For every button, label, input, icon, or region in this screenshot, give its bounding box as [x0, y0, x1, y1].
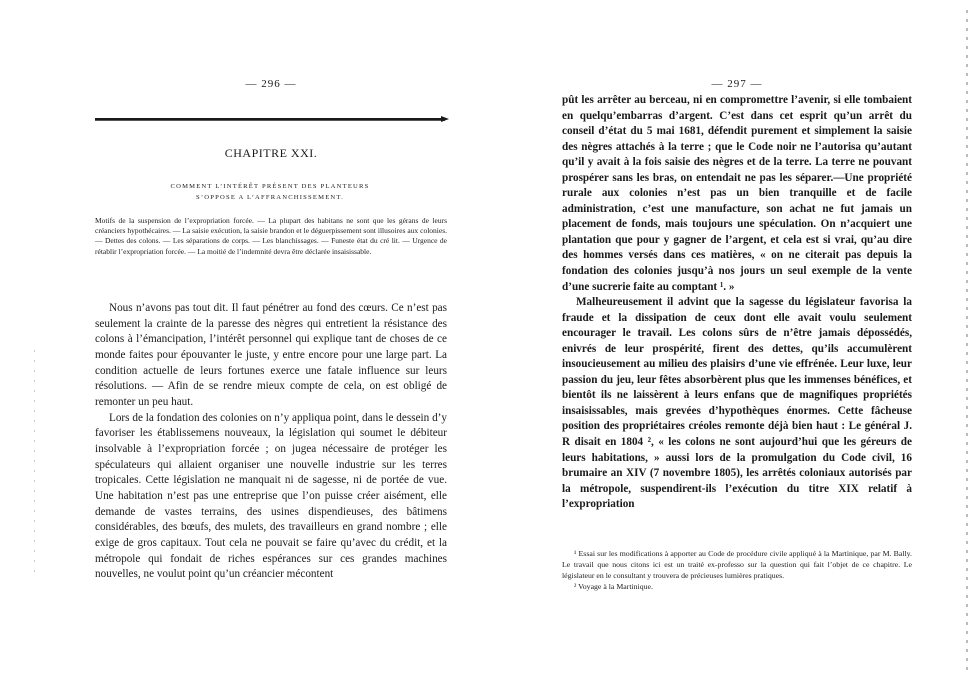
left-page: [95, 0, 447, 684]
page-number: — 296 —: [245, 78, 297, 90]
chapter-summary: [95, 216, 447, 257]
chapter-subtitle-line: S’OPPOSE A L’AFFRANCHISSEMENT.: [196, 194, 344, 201]
footnotes: [562, 548, 912, 592]
footnote: ² Voyage à la Martinique.: [574, 582, 653, 591]
paragraph: Nous n’avons pas tout dit. Il faut pénétrer au fond des cœurs. Ce n’est pas seulement la crainte de la paresse des nègres qui entretient la résistance des colons à l’émancipation, l’intérêt personnel qui explique tant de choses de ce monde faites pour épouvanter le juste, y entre encore pour une large part. La condition actuelle de leurs fortunes exerce une fatale influence sur leurs résolutions. — Afin de se rendre mieux compte de cela, on est obligé de remonter un peu haut.: [95, 302, 447, 408]
chapter-rule: [95, 118, 445, 121]
paragraph: pût les arrêter au berceau, ni en compromettre l’avenir, si elle tombaient en quelqu’embarras d’argent. C’est dans cet esprit qu’un arrêt du conseil d’état du 5 mai 1681, défendit purement et simplement la saisie des nègres attachés à la terre ; que le Code noir ne l’autorisa qu’autant qu’il y avait à la fois saisie des nègres et de la terre. La terre ne pouvant prospérer sans les bras, on entendait ne pas les séparer.—Une propriété rurale aux colonies n’est pas un bien tranquille et de facile administration, c’est une manufacture, son achat ne fut jamais un placement de fonds, mais toujours une spéculation. On n’acquiert une plantation que pour y gagner de l’argent, et cela est si vrai, qu’au dire des hommes versés dans ces matières, « on ne citerait pas depuis la fondation des colonies jusqu’à nos jours un seul exemple de la vente d’une sucrerie faite au comptant ¹. »: [562, 94, 912, 293]
body-text: [95, 301, 447, 583]
paragraph: Lors de la fondation des colonies on n’y appliqua point, dans le dessein d’y favoriser les établissemens nouveaux, la législation qui soumet le débiteur insolvable à l’expropriation forcée ; on jugea nécessaire de protéger les spéculateurs qui allaient organiser une nouvelle industrie sur les terres tropicales. Cette législation ne manquait ni de sagesse, ni de portée de vue. Une habitation n’est pas une entreprise que l’on puisse créer aisément, elle demande de vastes terrains, des usines dispendieuses, des bâtimens considérables, des bœufs, des mulets, des travailleurs en grand nombre ; elle exige de gros capitaux. Tout cela ne pouvait se faire qu’avec du crédit, et la métropole qui fondait de riches espérances sur ces grandes machines nouvelles, ne voulut point qu’un créancier mécontent: [95, 411, 447, 581]
chapter-title: CHAPITRE XXI.: [224, 146, 318, 160]
footnote: ¹ Essai sur les modifications à apporter au Code de procédure civile appliqué à la Martinique, par M. Bally. Le travail que nous citons ici est un traité ex-professo sur la question qui fait l’objet de ce chapitre. Le législateur en le consultant y trouvera de précieuses lumières pratiques.: [562, 549, 912, 580]
page-number: — 297 —: [711, 78, 763, 90]
page-edge-right: [966, 10, 968, 670]
paragraph: Malheureusement il advint que la sagesse du législateur favorisa la fraude et la dissipation de ceux dont elle avait voulu seulement encourager le travail. Les colons sûrs de n’être jamais dépossédés, enivrés de leur prospérité, firent des dettes, qu’ils accumulèrent insoucieusement au milieu des plaisirs d’une vie effrénée. Leur luxe, leur passion du jeu, leur fêtes absorbèrent plus que les immenses bénéfices, et bientôt ils ne laissèrent à leurs enfans que de magnifiques propriétés insaisissables, mais grevées d’hypothèques énormes. Cette fâcheuse position des propriétaires créoles remonte déjà bien haut : Le général J. R disait en 1804 ², « les colons ne sont aujourd’hui que les géreurs de leurs habitations, » aussi lors de la promulgation du Code civil, 16 brumaire an XIV (7 novembre 1805), les arrêtés coloniaux autorisés par la métropole, suspendirent-ils l’exécution du titre XIX relatif à l’expropriation: [562, 296, 912, 511]
right-page: [562, 0, 912, 684]
summary-text: Motifs de la suspension de l’expropriation forcée. — La plupart des habitans ne sont que les gérans de leurs créanciers hypothécaires. — La saisie exécution, la saisie brandon et le déguerpissement sont illusoires aux colonies. — Dettes des colons. — Les séparations de corps. — Les blanchissages. — Funeste état du cré lit. — Urgence de rétablir l’expropriation forcée. — La moitié de l’indemnité devra être déclarée insaisissable.: [95, 216, 447, 256]
chapter-subtitle-line: COMMENT L’INTÉRÊT PRÉSENT DES PLANTEURS: [170, 183, 370, 190]
chapter-subtitle: [105, 181, 435, 203]
page-gutter-left: [34, 350, 35, 580]
body-text: [562, 93, 912, 513]
